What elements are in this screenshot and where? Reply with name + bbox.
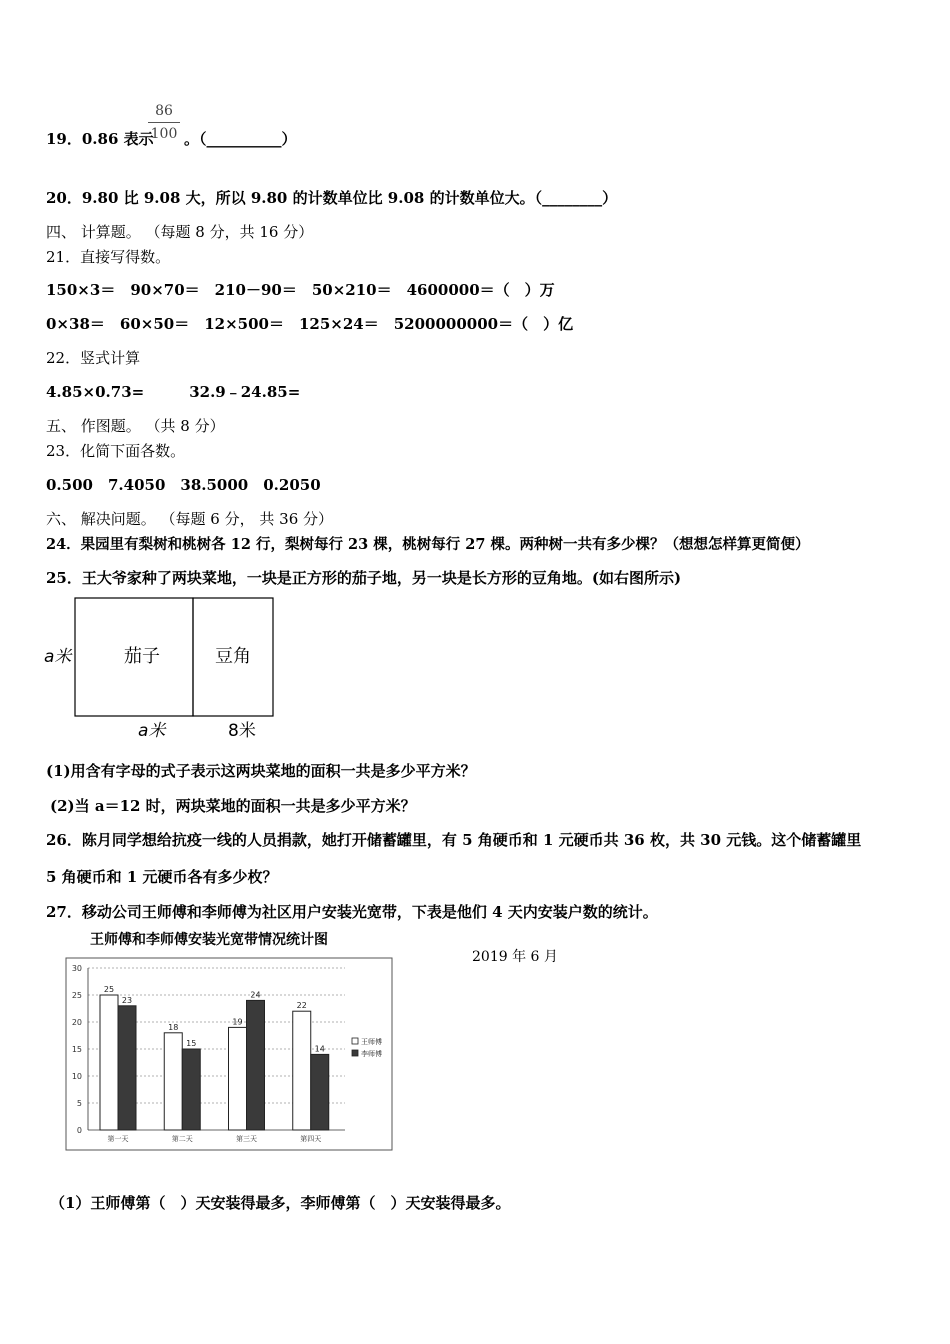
q20: 20．9.80 比 9.08 大，所以 9.80 的计数单位比 9.08 的计数单位大。（________） xyxy=(46,189,618,207)
fraction-86-100 xyxy=(148,102,180,143)
q21-row1: 150×3＝ 90×70＝ 210－90＝ 50×210＝ 4600000＝（ ）万 xyxy=(46,281,555,299)
section-4-heading: 四、 计算题。 （每题 8 分，共 16 分） xyxy=(46,223,314,241)
q21-row2: 0×38＝ 60×50＝ 12×500＝ 125×24＝ 5200000000＝（ ）亿 xyxy=(46,315,574,333)
x-tick-label: 第一天 xyxy=(107,1135,129,1143)
q23: 23．化简下面各数。 xyxy=(46,442,186,460)
x-tick-label: 第四天 xyxy=(300,1135,322,1143)
y-tick-label: 30 xyxy=(71,964,82,973)
bar-li-2 xyxy=(182,1049,200,1130)
fraction-numerator: 86 xyxy=(155,103,173,119)
section-6-heading: 六、 解决问题。 （每题 6 分， 共 36 分） xyxy=(46,510,334,528)
y-tick-label: 25 xyxy=(71,991,82,1000)
q19-prefix: 19．0.86 表示 xyxy=(46,130,154,148)
y-tick-label: 10 xyxy=(71,1072,82,1081)
q27-part1: （1）王师傅第（ ）天安装得最多，李师傅第（ ）天安装得最多。 xyxy=(50,1194,511,1212)
q25-part1: (1)用含有字母的式子表示这两块菜地的面积一共是多少平方米？ xyxy=(46,762,476,780)
bar-wang-2 xyxy=(164,1033,182,1130)
installation-bar-chart xyxy=(60,926,400,1156)
eggplant-label: 茄子 xyxy=(124,646,160,667)
bar-value-label: 18 xyxy=(168,1022,179,1032)
bar-value-label: 22 xyxy=(296,1001,307,1011)
chart-date: 2019 年 6 月 xyxy=(472,949,558,965)
bar-value-label: 24 xyxy=(250,990,261,1000)
bottom-a-label: a米 xyxy=(138,721,166,741)
bar-value-label: 25 xyxy=(103,985,115,994)
q25-part2: (2)当 a＝12 时，两块菜地的面积一共是多少平方米？ xyxy=(50,797,416,815)
q21: 21．直接写得数。 xyxy=(46,248,171,266)
bottom-8-label: 8米 xyxy=(228,721,256,741)
bar-li-3 xyxy=(247,1000,265,1130)
q24: 24．果园里有梨树和桃树各 12 行，梨树每行 23 棵，桃树每行 27 棵。两种树一共有多少棵？（想想怎样算更简便） xyxy=(46,536,810,553)
x-tick-label: 第二天 xyxy=(171,1135,193,1143)
legend-swatch xyxy=(352,1038,358,1044)
q26-line2: 5 角硬币和 1 元硬币各有多少枚？ xyxy=(46,868,278,886)
q27: 27．移动公司王师傅和李师傅为社区用户安装光宽带，下表是他们 4 天内安装户数的统计。 xyxy=(46,903,658,921)
fraction-denominator: 100 xyxy=(150,126,178,142)
q19-blank[interactable]: 。（__________） xyxy=(184,130,297,148)
q26-line1: 26．陈月同学想给抗疫一线的人员捐款，她打开储蓄罐里，有 5 角硬币和 1 元硬币共 36 枚，共 30 元钱。这个储蓄罐里 xyxy=(46,831,862,849)
bar-wang-4 xyxy=(293,1011,311,1130)
legend-swatch xyxy=(352,1050,358,1056)
legend-label: 李师傅 xyxy=(361,1050,382,1058)
bar-wang-3 xyxy=(229,1027,247,1130)
side-label: a米 xyxy=(44,647,72,667)
vegetable-plot-figure xyxy=(40,592,300,742)
y-tick-label: 20 xyxy=(71,1018,82,1027)
y-tick-label: 5 xyxy=(76,1099,82,1108)
bar-value-label: 14 xyxy=(314,1044,325,1054)
chart-title: 王师傅和李师傅安装光宽带情况统计图 xyxy=(90,932,328,948)
bar-value-label: 23 xyxy=(121,995,133,1005)
q23-row: 0.500 7.4050 38.5000 0.2050 xyxy=(46,476,321,494)
q22: 22．竖式计算 xyxy=(46,349,141,367)
bar-wang-1 xyxy=(100,995,118,1130)
bean-label: 豆角 xyxy=(215,646,251,667)
q25: 25．王大爷家种了两块菜地，一块是正方形的茄子地，另一块是长方形的豆角地。(如右图所示) xyxy=(46,569,682,587)
y-tick-label: 0 xyxy=(76,1126,82,1135)
x-tick-label: 第三天 xyxy=(236,1135,257,1143)
q22-row: 4.85×0.73= 32.9﹣24.85= xyxy=(46,383,301,401)
bar-value-label: 15 xyxy=(186,1039,197,1048)
bar-li-1 xyxy=(118,1006,136,1130)
bar-li-4 xyxy=(311,1054,329,1130)
section-5-heading: 五、 作图题。 （共 8 分） xyxy=(46,417,225,435)
y-tick-label: 15 xyxy=(71,1045,82,1054)
bar-value-label: 19 xyxy=(232,1017,243,1027)
legend-label: 王师傅 xyxy=(361,1038,382,1046)
